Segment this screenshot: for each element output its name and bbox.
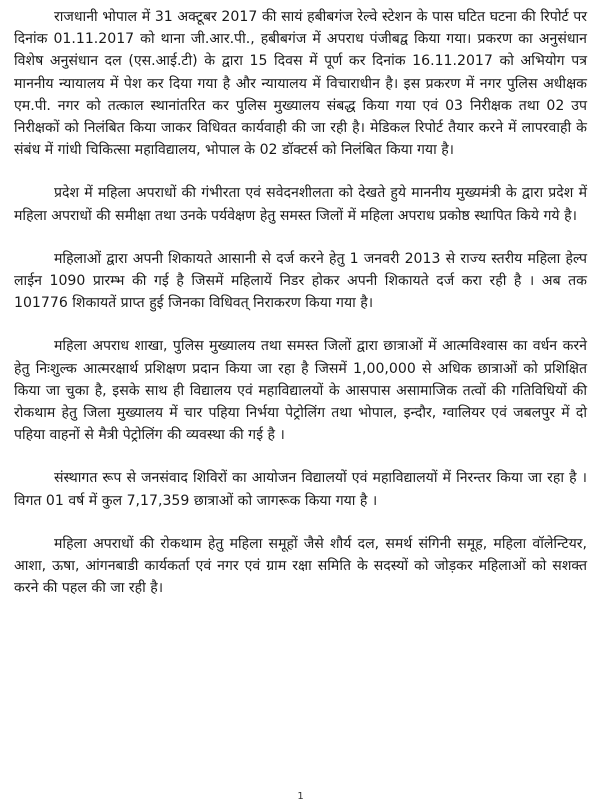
paragraph-self-defense-training: महिला अपराध शाखा, पुलिस मुख्यालय तथा समस्त जिलों द्वारा छात्राओं में आत्मविश्वास का वर्धन करने हेतु निःशुल्क आत्मरक्षार्थ प्रशिक्षण प्रदान किया जा रहा है जिसमें 1,00,000 से अधिक छात्राओं को प्रशिक्षित किया जा चुका है, इसके साथ ही विद्यालय एवं महाविद्यालयों के आसपास असामाजिक तत्वों की गतिविधियों की रोकथाम हेतु जिला मुख्यालय में चार पहिया निर्भया पेट्रोलिंग तथा भोपाल, इन्दौर, ग्वालियर एवं जबलपुर में दो पहिया वाहनों से मैत्री पेट्रोलिंग की व्यवस्था की गई है । <box>14 338 587 444</box>
paragraph-habibganj-case: राजधानी भोपाल में 31 अक्टूबर 2017 की सायं हबीबगंज रेल्वे स्टेशन के पास घटित घटना की रिपोर्ट पर दिनांक 01.11.2017 को थाना जी.आर.पी., हबीबगंज में अपराध पंजीबद्व किया गया। प्रकरण का अनुसंधान विशेष अनुसंधान दल (एस.आई.टी) के द्वारा 15 दिवस में पूर्ण कर दिनांक 16.11.2017 को अभियोग पत्र माननीय न्यायालय में पेश कर दिया गया है और न्यायालय में विचाराधीन है। इस प्रकरण में नगर पुलिस अधीक्षक एम.पी. नगर को तत्काल स्थानांतरित कर पुलिस मुख्यालय संबद्ध किया गया एवं 03 निरीक्षक तथा 02 उप निरीक्षकों को निलंबित किया जाकर विधिवत कार्यवाही की जा रही है। मेडिकल रिपोर्ट तैयार करने में लापरवाही के संबंध में गांधी चिकित्सा महाविद्यालय, भोपाल के 02 डॉक्टर्स को निलंबित किया गया है। <box>14 9 587 159</box>
paragraph-helpline-1090: महिलाओं द्वारा अपनी शिकायते आसानी से दर्ज करने हेतु 1 जनवरी 2013 से राज्य स्तरीय महिला हेल्प लाईन 1090 प्रारम्भ की गई है जिसमें महिलायें निडर होकर अपनी शिकायते दर्ज करा रही है । अब तक 101776 शिकायतें प्राप्त हुई जिनका विधिवत् निराकरण किया गया है। <box>14 250 587 312</box>
page-number: 1 <box>297 791 304 802</box>
paragraph-women-groups: महिला अपराधों की रोकथाम हेतु महिला समूहों जैसे शौर्य दल, समर्थ संगिनी समूह, महिला वॉलेन्टियर, आशा, ऊषा, आंगनबाडी कार्यकर्ता एवं नगर एवं ग्राम रक्षा समिति के सदस्यों को जोड़कर महिलाओं को सशक्त करने की पहल की जा रही है। <box>14 535 587 597</box>
paragraph-awareness-camps: संस्थागत रूप से जनसंवाद शिविरों का आयोजन विद्यालयों एवं महाविद्यालयों में निरन्तर किया जा रहा है । विगत 01 वर्ष में कुल 7,17,359 छात्राओं को जागरूक किया गया है । <box>14 470 587 509</box>
paragraph-women-crime-cells: प्रदेश में महिला अपराधों की गंभीरता एवं सवेदनशीलता को देखते हुये माननीय मुख्यमंत्री के द्वारा प्रदेश में महिला अपराधों की समीक्षा तथा उनके पर्यवेक्षण हेतु समस्त जिलों में महिला अपराध प्रकोष्ठ स्थापित किये गये है। <box>14 185 587 224</box>
